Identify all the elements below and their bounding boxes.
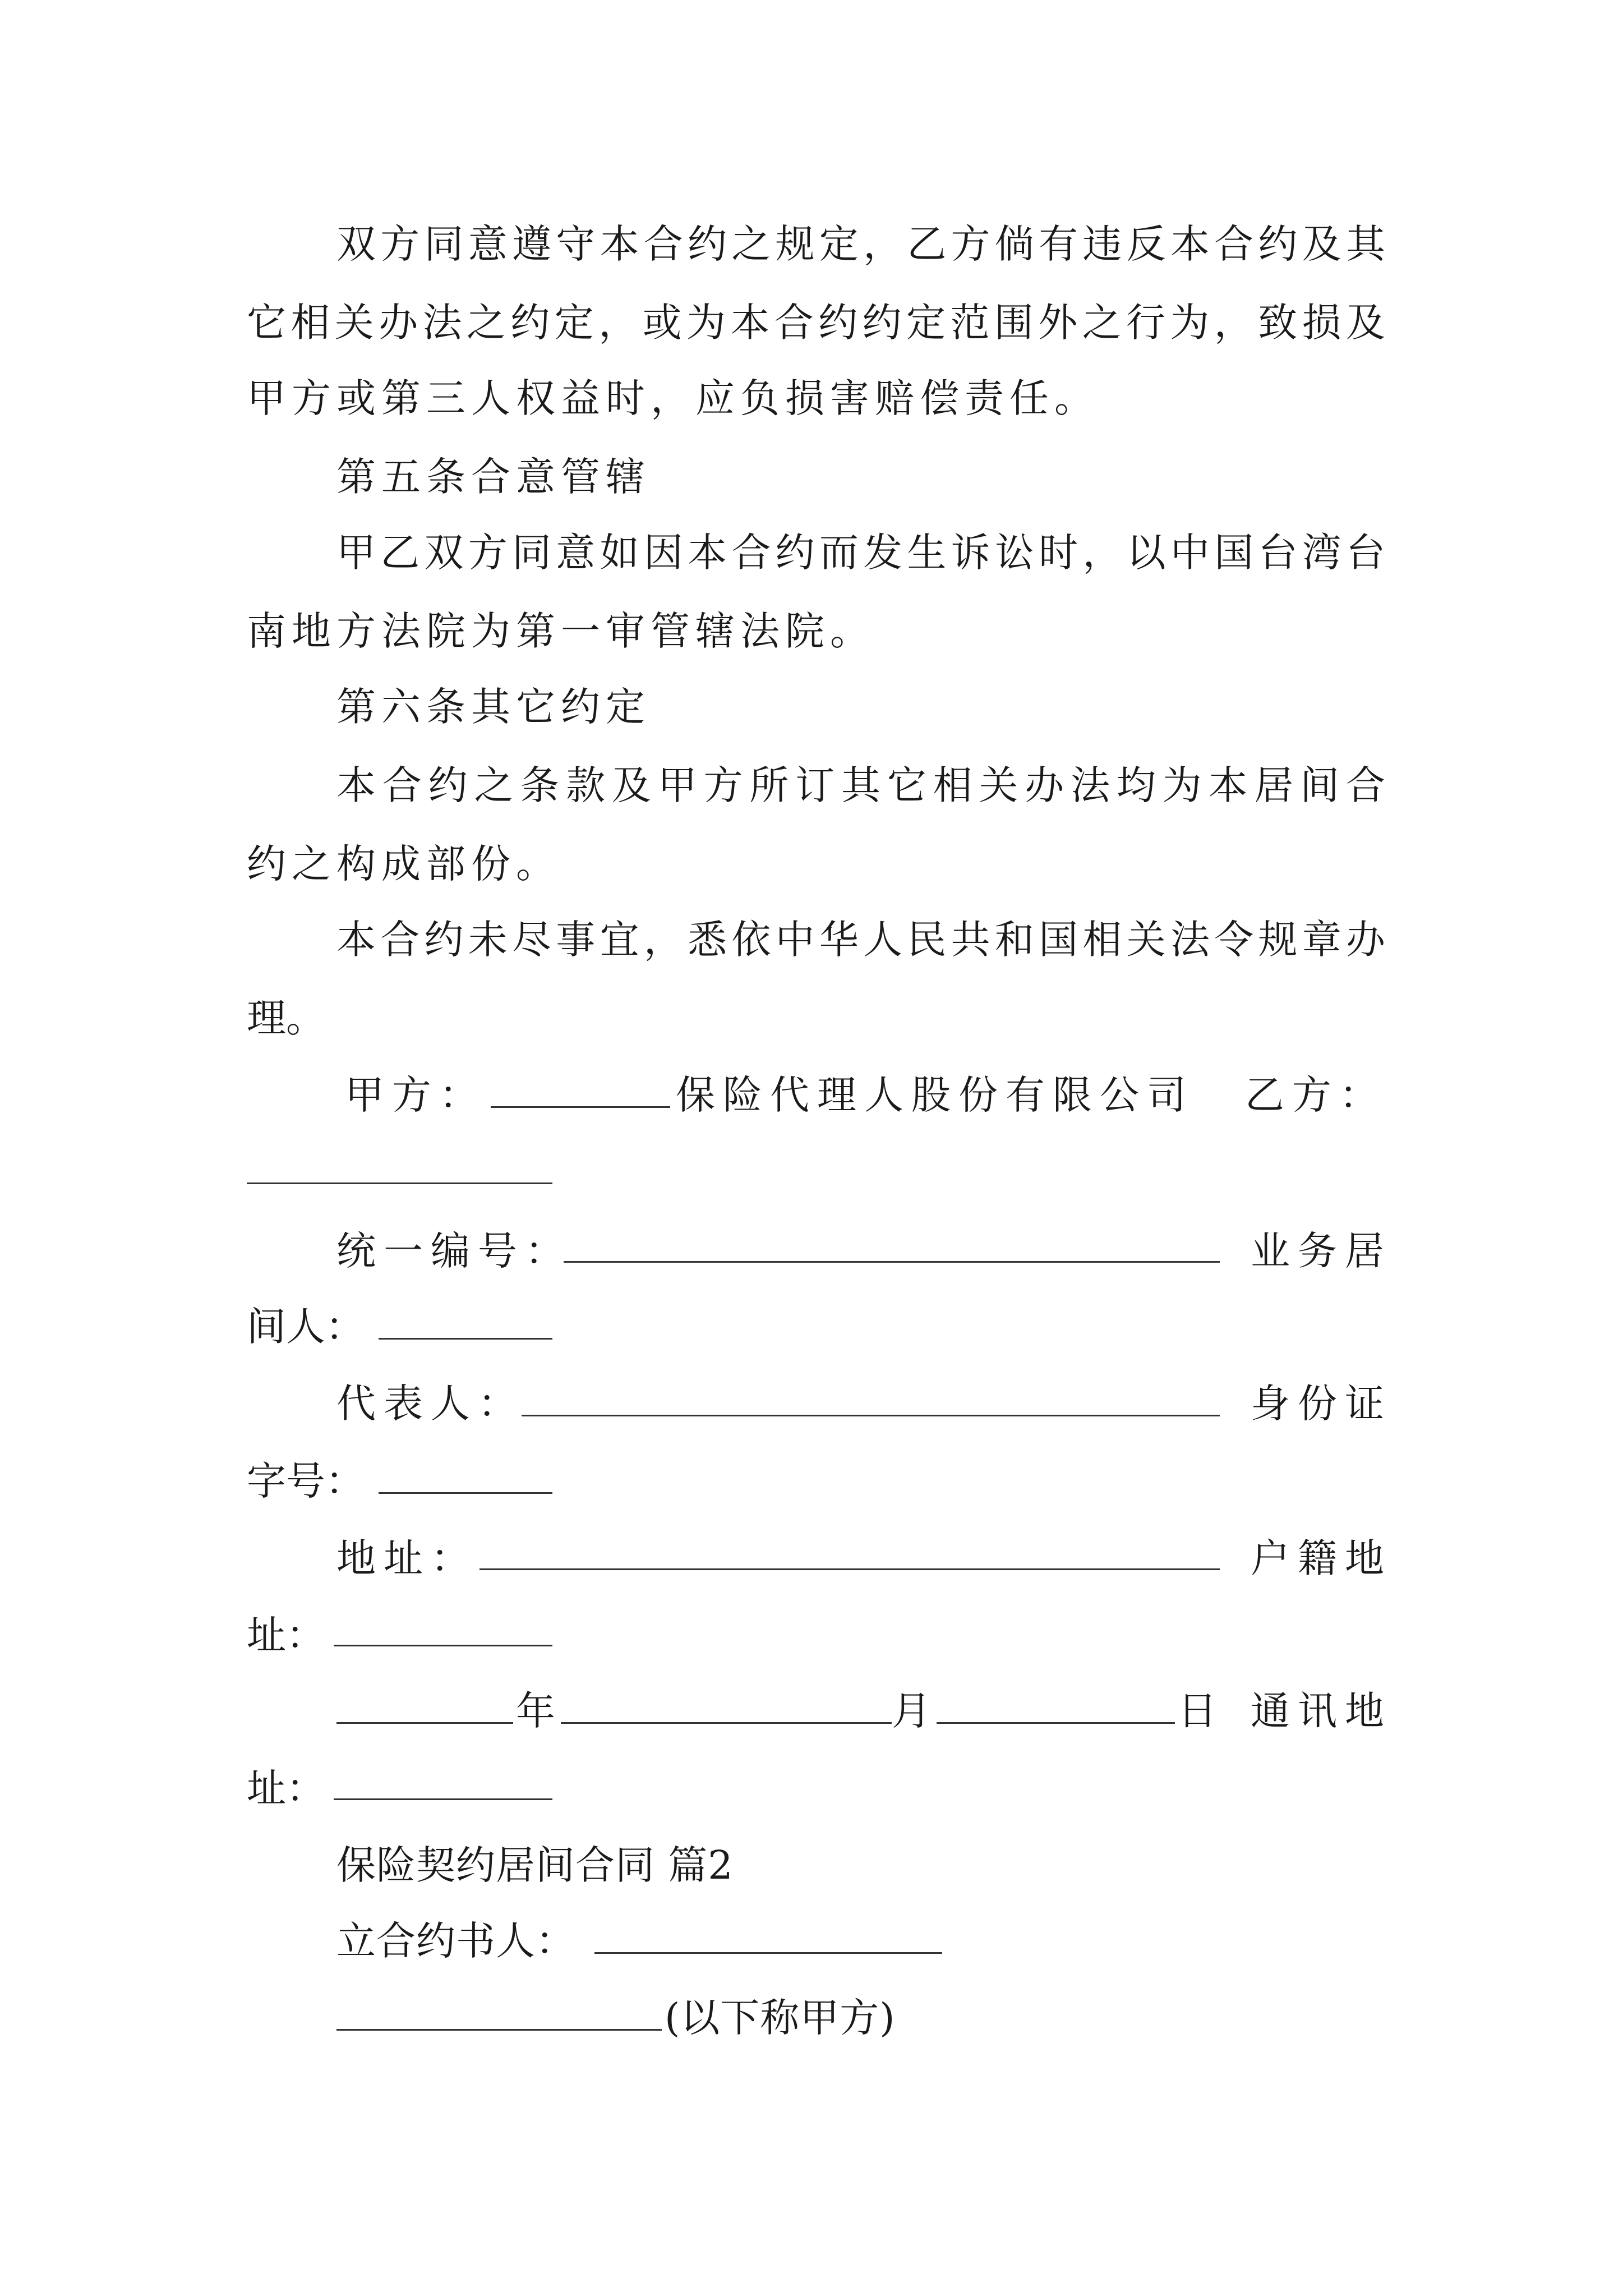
party-b-label: 乙方： [1245,1072,1386,1118]
party-a-note: (以下称甲方) [665,1995,896,2041]
party-a-name-blank[interactable] [336,2029,662,2031]
day-label: 日 [1178,1688,1217,1734]
paragraph-line: 理。 [247,995,325,1041]
article-5-title: 第五条合意管辖 [336,454,651,500]
signer-label: 立合约书人： [336,1918,575,1964]
paragraph-line: 甲乙双方同意如因本合约而发生诉讼时，以中国台湾台 [336,530,1385,576]
representative-label: 代表人： [336,1381,525,1427]
mail-blank[interactable] [334,1798,552,1800]
paragraph-line: 它相关办法之约定，或为本合约约定范围外之行为，致损及 [247,300,1385,346]
representative-blank[interactable] [522,1415,1220,1416]
mail-label: 通讯地 [1251,1688,1392,1734]
year-blank[interactable] [336,1722,513,1724]
paragraph-line: 南地方法院为第一审管辖法院。 [247,608,875,654]
party-a-label: 甲方： [345,1072,486,1118]
id-blank[interactable] [379,1492,552,1494]
party-a-company: 保险代理人股份有限公司 [676,1072,1194,1118]
month-label: 月 [892,1688,931,1734]
party-b-blank[interactable] [247,1182,552,1184]
household-label-cont: 址： [247,1612,325,1658]
broker-blank[interactable] [379,1338,552,1340]
unified-no-label: 统一编号： [336,1228,572,1274]
address-blank[interactable] [479,1568,1220,1570]
broker-label: 业务居 [1251,1228,1392,1274]
unified-no-blank[interactable] [564,1261,1220,1263]
paragraph-line: 约之构成部份。 [247,841,561,887]
party-a-blank[interactable] [491,1106,670,1108]
paragraph-line: 本合约之条款及甲方所订其它相关办法均为本居间合 [336,762,1385,808]
household-blank[interactable] [334,1645,552,1646]
signer-blank[interactable] [594,1952,942,1954]
paragraph-line: 本合约未尽事宜，悉依中华人民共和国相关法令规章办 [336,917,1385,963]
day-blank[interactable] [937,1722,1175,1724]
part2-title: 保险契约居间合同 篇2 [336,1842,734,1888]
mail-label-cont: 址： [247,1765,325,1811]
broker-label-cont: 间人： [247,1304,365,1350]
id-label-cont: 字号： [247,1458,365,1504]
paragraph-line: 甲方或第三人权益时，应负损害赔偿责任。 [247,375,1099,421]
address-label: 地址： [336,1535,478,1581]
household-label: 户籍地 [1251,1535,1392,1581]
paragraph-line: 双方同意遵守本合约之规定，乙方倘有违反本合约及其 [336,221,1385,267]
month-blank[interactable] [561,1722,892,1724]
article-6-title: 第六条其它约定 [336,684,651,730]
id-label: 身份证 [1251,1381,1392,1427]
year-label: 年 [516,1688,555,1734]
